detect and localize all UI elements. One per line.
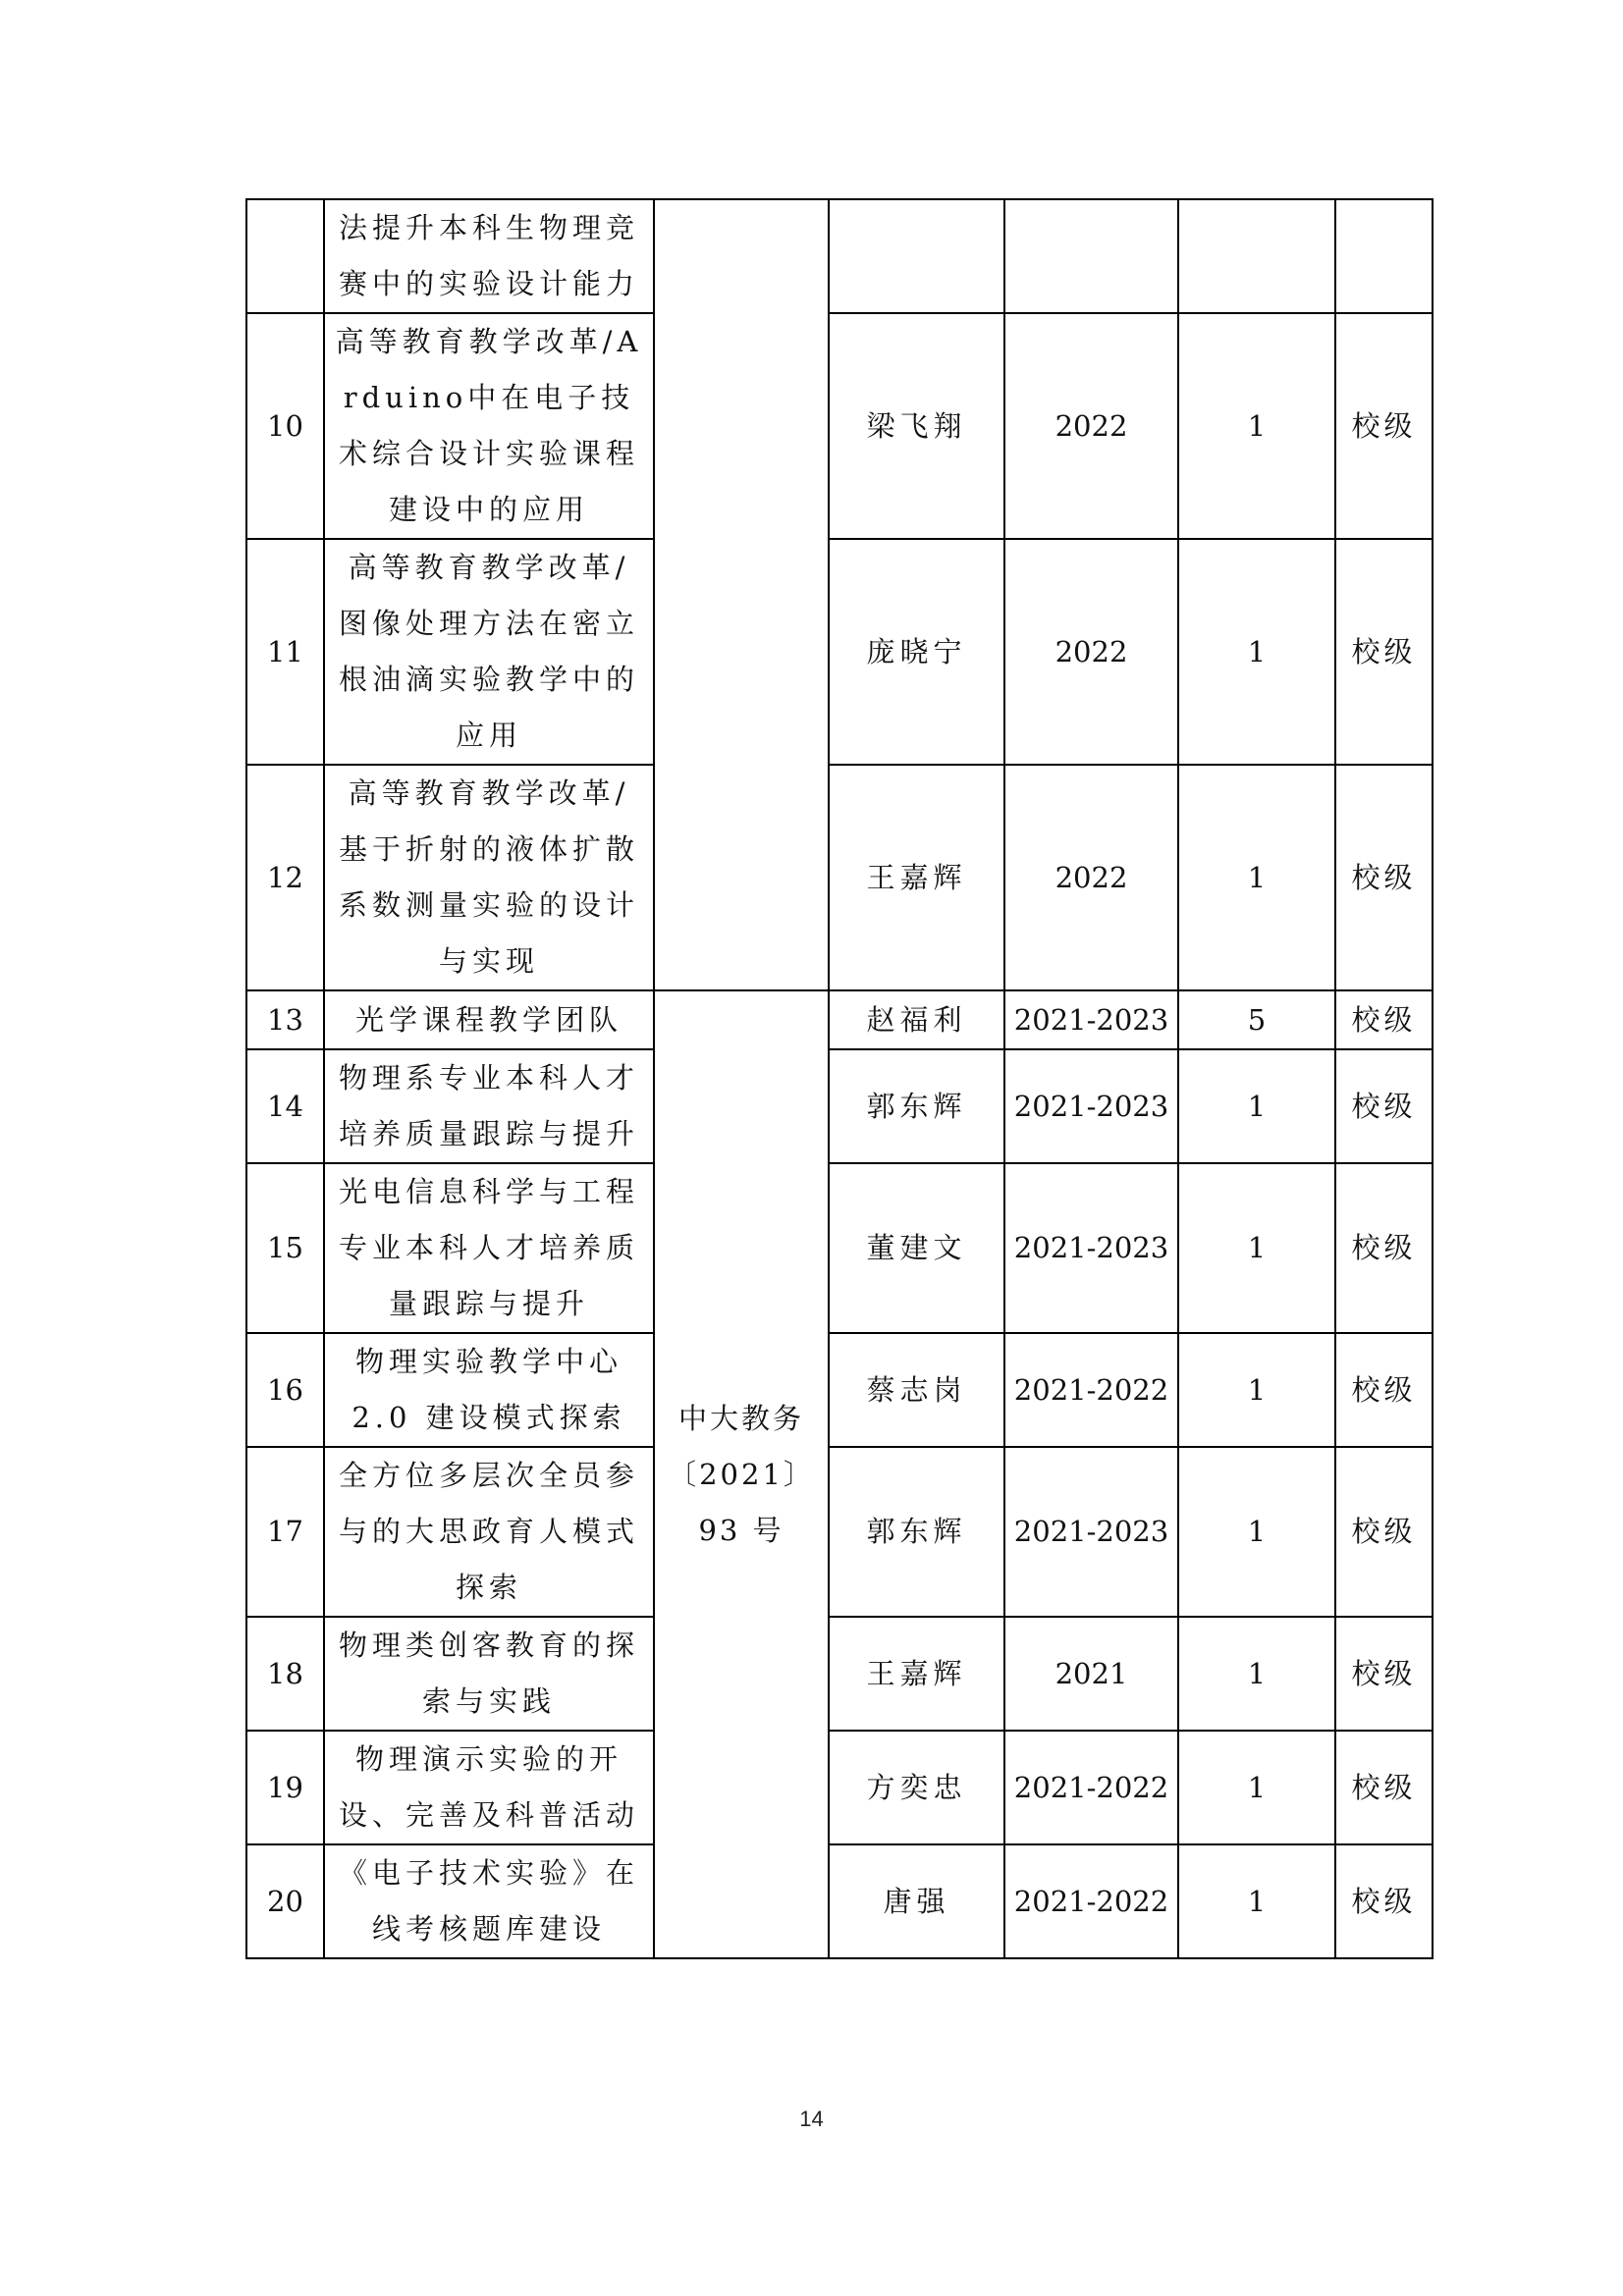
project-leader: 庞晓宁 xyxy=(829,539,1004,765)
project-leader: 赵福利 xyxy=(829,990,1004,1049)
project-leader: 王嘉辉 xyxy=(829,1617,1004,1731)
project-level: 校级 xyxy=(1335,539,1433,765)
project-period: 2022 xyxy=(1004,539,1178,765)
project-period: 2021-2022 xyxy=(1004,1333,1178,1447)
row-number: 14 xyxy=(246,1049,324,1163)
project-count xyxy=(1178,199,1335,313)
project-leader: 郭东辉 xyxy=(829,1447,1004,1617)
project-level: 校级 xyxy=(1335,313,1433,539)
table-row xyxy=(246,1844,1433,1958)
project-leader: 梁飞翔 xyxy=(829,313,1004,539)
project-level: 校级 xyxy=(1335,1447,1433,1617)
project-count: 1 xyxy=(1178,313,1335,539)
project-level: 校级 xyxy=(1335,990,1433,1049)
project-count: 1 xyxy=(1178,1049,1335,1163)
project-level xyxy=(1335,199,1433,313)
project-leader: 王嘉辉 xyxy=(829,765,1004,990)
project-period: 2022 xyxy=(1004,313,1178,539)
row-number xyxy=(246,199,324,313)
document-number-cell xyxy=(654,990,829,1958)
document-number-line2: 〔2021〕 xyxy=(668,1457,815,1491)
table-row xyxy=(246,1049,1433,1163)
row-number: 18 xyxy=(246,1617,324,1731)
row-number: 19 xyxy=(246,1731,324,1844)
project-leader: 方奕忠 xyxy=(829,1731,1004,1844)
project-period xyxy=(1004,199,1178,313)
project-name: 物理演示实验的开设、完善及科普活动 xyxy=(324,1731,654,1844)
project-period: 2021 xyxy=(1004,1617,1178,1731)
project-level: 校级 xyxy=(1335,1617,1433,1731)
project-leader: 唐强 xyxy=(829,1844,1004,1958)
project-name: 《电子技术实验》在线考核题库建设 xyxy=(324,1844,654,1958)
table-row xyxy=(246,1447,1433,1617)
project-name: 物理类创客教育的探索与实践 xyxy=(324,1617,654,1731)
table-row xyxy=(246,1333,1433,1447)
project-leader xyxy=(829,199,1004,313)
project-level: 校级 xyxy=(1335,765,1433,990)
table-row xyxy=(246,1163,1433,1333)
project-name: 高等教育教学改革/基于折射的液体扩散系数测量实验的设计与实现 xyxy=(324,765,654,990)
project-name: 全方位多层次全员参与的大思政育人模式探索 xyxy=(324,1447,654,1617)
project-period: 2021-2022 xyxy=(1004,1731,1178,1844)
page-number: 14 xyxy=(799,2107,824,2131)
project-leader: 郭东辉 xyxy=(829,1049,1004,1163)
project-count: 1 xyxy=(1178,1163,1335,1333)
project-count: 1 xyxy=(1178,1844,1335,1958)
project-count: 1 xyxy=(1178,1333,1335,1447)
project-name: 光学课程教学团队 xyxy=(324,990,654,1049)
row-number: 13 xyxy=(246,990,324,1049)
project-period: 2021-2023 xyxy=(1004,1049,1178,1163)
row-number: 10 xyxy=(246,313,324,539)
project-count: 1 xyxy=(1178,765,1335,990)
table-row xyxy=(246,539,1433,765)
project-period: 2021-2023 xyxy=(1004,1447,1178,1617)
project-leader: 蔡志岗 xyxy=(829,1333,1004,1447)
project-count: 1 xyxy=(1178,1447,1335,1617)
document-number-line3: 93 号 xyxy=(698,1513,784,1547)
project-name: 光电信息科学与工程专业本科人才培养质量跟踪与提升 xyxy=(324,1163,654,1333)
table-row xyxy=(246,1731,1433,1844)
project-level: 校级 xyxy=(1335,1844,1433,1958)
document-number-line1: 中大教务 xyxy=(677,1401,804,1435)
table-row xyxy=(246,1617,1433,1731)
project-name: 物理实验教学中心 2.0 建设模式探索 xyxy=(324,1333,654,1447)
doc-number-cell-blank xyxy=(654,199,829,990)
project-name: 法提升本科生物理竞赛中的实验设计能力 xyxy=(324,199,654,313)
row-number: 20 xyxy=(246,1844,324,1958)
projects-table xyxy=(245,198,1434,1959)
project-leader: 董建文 xyxy=(829,1163,1004,1333)
project-count: 1 xyxy=(1178,1617,1335,1731)
project-period: 2021-2023 xyxy=(1004,990,1178,1049)
row-number: 11 xyxy=(246,539,324,765)
row-number: 15 xyxy=(246,1163,324,1333)
project-period: 2022 xyxy=(1004,765,1178,990)
row-number: 12 xyxy=(246,765,324,990)
table-row xyxy=(246,990,1433,1049)
project-name: 高等教育教学改革/图像处理方法在密立根油滴实验教学中的应用 xyxy=(324,539,654,765)
project-level: 校级 xyxy=(1335,1731,1433,1844)
project-period: 2021-2023 xyxy=(1004,1163,1178,1333)
project-level: 校级 xyxy=(1335,1049,1433,1163)
project-level: 校级 xyxy=(1335,1163,1433,1333)
row-number: 16 xyxy=(246,1333,324,1447)
table-row xyxy=(246,199,1433,313)
project-period: 2021-2022 xyxy=(1004,1844,1178,1958)
row-number: 17 xyxy=(246,1447,324,1617)
project-count: 1 xyxy=(1178,1731,1335,1844)
project-count: 5 xyxy=(1178,990,1335,1049)
project-name: 物理系专业本科人才培养质量跟踪与提升 xyxy=(324,1049,654,1163)
project-level: 校级 xyxy=(1335,1333,1433,1447)
table-row xyxy=(246,313,1433,539)
table-row xyxy=(246,765,1433,990)
project-count: 1 xyxy=(1178,539,1335,765)
project-name: 高等教育教学改革/Arduino中在电子技术综合设计实验课程建设中的应用 xyxy=(324,313,654,539)
